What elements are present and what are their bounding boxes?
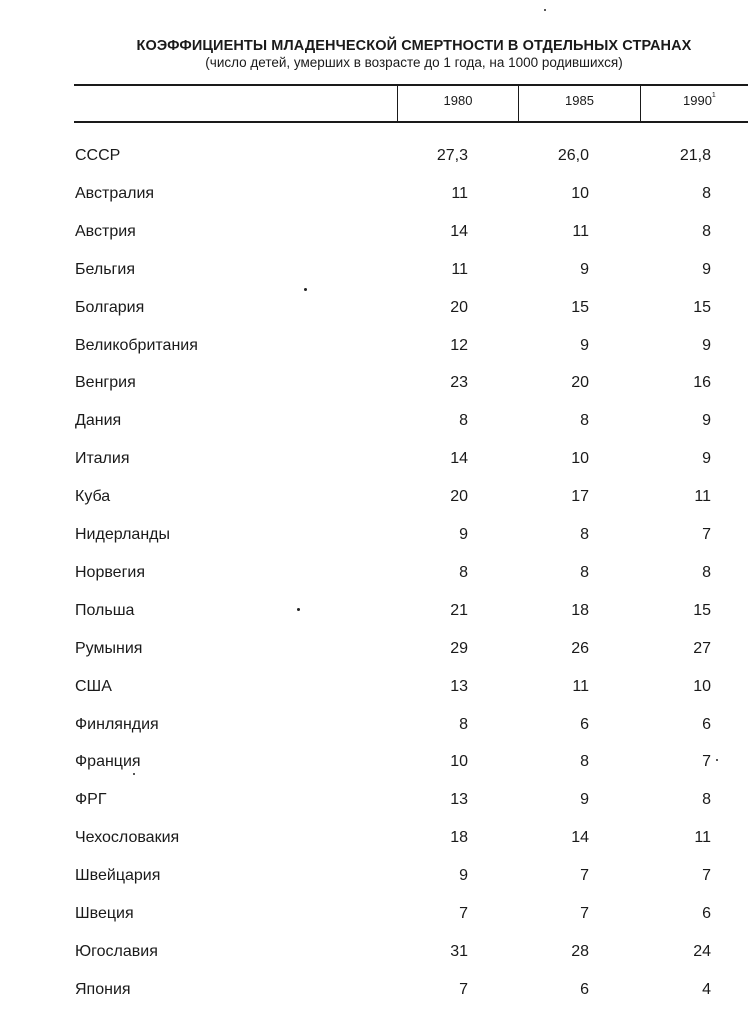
- country-name: США: [75, 677, 112, 695]
- value-1985: 7: [580, 867, 589, 885]
- value-1990: 15: [693, 298, 711, 316]
- value-1980: 20: [450, 298, 468, 316]
- table-row: [0, 640, 748, 664]
- column-header-1980: [398, 93, 518, 108]
- value-1985: 6: [580, 980, 589, 998]
- value-1980: 9: [459, 867, 468, 885]
- value-1985: 8: [580, 753, 589, 771]
- country-name: Австрия: [75, 222, 136, 240]
- scan-speck: [133, 773, 135, 775]
- table-row: [0, 981, 748, 1005]
- table-row: [0, 678, 748, 702]
- country-name: Румыния: [75, 639, 143, 657]
- value-1985: 6: [580, 715, 589, 733]
- value-1990: 6: [702, 905, 711, 922]
- scan-speck: [297, 608, 300, 611]
- country-name: Швейцария: [75, 867, 161, 885]
- value-1980: 7: [459, 905, 468, 922]
- table-row: [0, 185, 748, 209]
- value-1990: 7: [702, 753, 711, 771]
- value-1990: 9: [702, 450, 711, 468]
- value-1980: 23: [450, 374, 468, 392]
- table-row: [0, 374, 748, 398]
- footnote-marker: 1: [711, 92, 716, 99]
- table-row: [0, 147, 748, 171]
- table-row: [0, 943, 748, 967]
- value-1985: 17: [571, 488, 589, 506]
- value-1985: 11: [572, 677, 589, 695]
- value-1980: 10: [450, 753, 468, 771]
- country-name: Норвегия: [75, 563, 146, 581]
- value-1985: 8: [580, 563, 589, 581]
- value-1980: 18: [450, 829, 468, 847]
- value-1990: 9: [702, 412, 711, 430]
- value-1980: 14: [450, 450, 468, 468]
- value-1990: 8: [702, 563, 711, 581]
- value-1985: 9: [580, 260, 589, 278]
- value-1985: 11: [572, 222, 589, 240]
- table-row: [0, 867, 748, 891]
- value-1980: 29: [450, 639, 468, 657]
- value-1985: 7: [580, 905, 589, 922]
- value-1985: 26: [571, 639, 589, 657]
- country-name: Япония: [75, 980, 131, 998]
- country-name: Болгария: [75, 298, 145, 316]
- value-1980: 7: [459, 980, 468, 998]
- value-1980: 8: [459, 563, 468, 581]
- country-name: Швеция: [75, 905, 134, 922]
- value-1980: 11: [451, 260, 468, 278]
- column-header-1985: [519, 93, 640, 108]
- scan-speck: [716, 759, 718, 761]
- value-1990: 15: [693, 601, 711, 619]
- value-1985: 9: [580, 336, 589, 354]
- value-1990: 21,8: [679, 147, 711, 164]
- value-1990: 11: [694, 488, 711, 506]
- column-header-1985-label: 1985: [565, 93, 594, 108]
- table-row: [0, 716, 748, 740]
- value-1990: 11: [694, 829, 711, 847]
- value-1980: 27,3: [436, 147, 468, 164]
- value-1980: 8: [459, 715, 468, 733]
- scan-speck: [304, 288, 307, 291]
- value-1990: 10: [693, 677, 711, 695]
- value-1990: 24: [693, 942, 711, 960]
- value-1980: 31: [450, 942, 468, 960]
- country-name: СССР: [75, 147, 121, 164]
- country-name: Польша: [75, 601, 135, 619]
- table-row: [0, 829, 748, 853]
- table-row: [0, 526, 748, 550]
- value-1980: 13: [450, 791, 468, 809]
- value-1980: 12: [450, 336, 468, 354]
- table-row: [0, 564, 748, 588]
- table-row: [0, 791, 748, 815]
- value-1985: 26,0: [557, 147, 589, 164]
- value-1985: 10: [571, 184, 589, 202]
- value-1990: 9: [702, 336, 711, 354]
- value-1985: 9: [580, 791, 589, 809]
- value-1985: 8: [580, 526, 589, 543]
- value-1985: 18: [571, 601, 589, 619]
- table-row: [0, 337, 748, 361]
- value-1990: 16: [693, 374, 711, 392]
- country-name: Франция: [75, 753, 141, 771]
- value-1990: 7: [702, 867, 711, 885]
- table-row: [0, 299, 748, 323]
- country-name: Италия: [75, 450, 130, 468]
- table-row: [0, 905, 748, 929]
- country-name: Куба: [75, 488, 111, 506]
- table-row: [0, 261, 748, 285]
- value-1980: 20: [450, 488, 468, 506]
- header-top-rule: [74, 84, 748, 86]
- country-name: Нидерланды: [75, 526, 170, 543]
- country-name: Австралия: [75, 184, 155, 202]
- value-1980: 14: [450, 222, 468, 240]
- value-1990: 6: [702, 715, 711, 733]
- header-bottom-rule: [74, 121, 748, 123]
- value-1980: 13: [450, 677, 468, 695]
- value-1980: 8: [459, 412, 468, 430]
- value-1980: 21: [450, 601, 468, 619]
- table-row: [0, 753, 748, 777]
- country-name: Венгрия: [75, 374, 136, 392]
- country-name: Чехословакия: [75, 829, 180, 847]
- column-header-1980-label: 1980: [443, 93, 473, 108]
- table-row: [0, 450, 748, 474]
- value-1980: 9: [459, 526, 468, 543]
- table-title: КОЭФФИЦИЕНТЫ МЛАДЕНЧЕСКОЙ СМЕРТНОСТИ В ОТДЕЛЬНЫХ СТРАНАХ: [136, 38, 692, 54]
- value-1990: 8: [702, 791, 711, 809]
- table-row: [0, 223, 748, 247]
- value-1990: 27: [693, 639, 711, 657]
- country-name: Югославия: [75, 942, 158, 960]
- table-row: [0, 602, 748, 626]
- table-row: [0, 412, 748, 436]
- column-header-1990: [641, 93, 748, 108]
- table-subtitle: (число детей, умерших в возрасте до 1 года, на 1000 родившихся): [205, 55, 623, 70]
- column-header-1990-label: 1990: [683, 93, 712, 108]
- value-1990: 8: [702, 184, 711, 202]
- value-1990: 9: [702, 260, 711, 278]
- value-1985: 10: [571, 450, 589, 468]
- country-name: Финляндия: [75, 715, 159, 733]
- value-1990: 8: [702, 222, 711, 240]
- value-1985: 14: [571, 829, 589, 847]
- value-1985: 15: [571, 298, 589, 316]
- value-1980: 11: [451, 184, 468, 202]
- value-1990: 4: [702, 980, 711, 998]
- scan-speck: [544, 9, 546, 11]
- country-name: Бельгия: [75, 260, 135, 278]
- country-name: ФРГ: [75, 791, 107, 809]
- value-1985: 20: [571, 374, 589, 392]
- country-name: Дания: [75, 412, 122, 430]
- country-name: Великобритания: [75, 336, 198, 354]
- table-row: [0, 488, 748, 512]
- value-1990: 7: [702, 526, 711, 543]
- value-1985: 8: [580, 412, 589, 430]
- value-1985: 28: [571, 942, 589, 960]
